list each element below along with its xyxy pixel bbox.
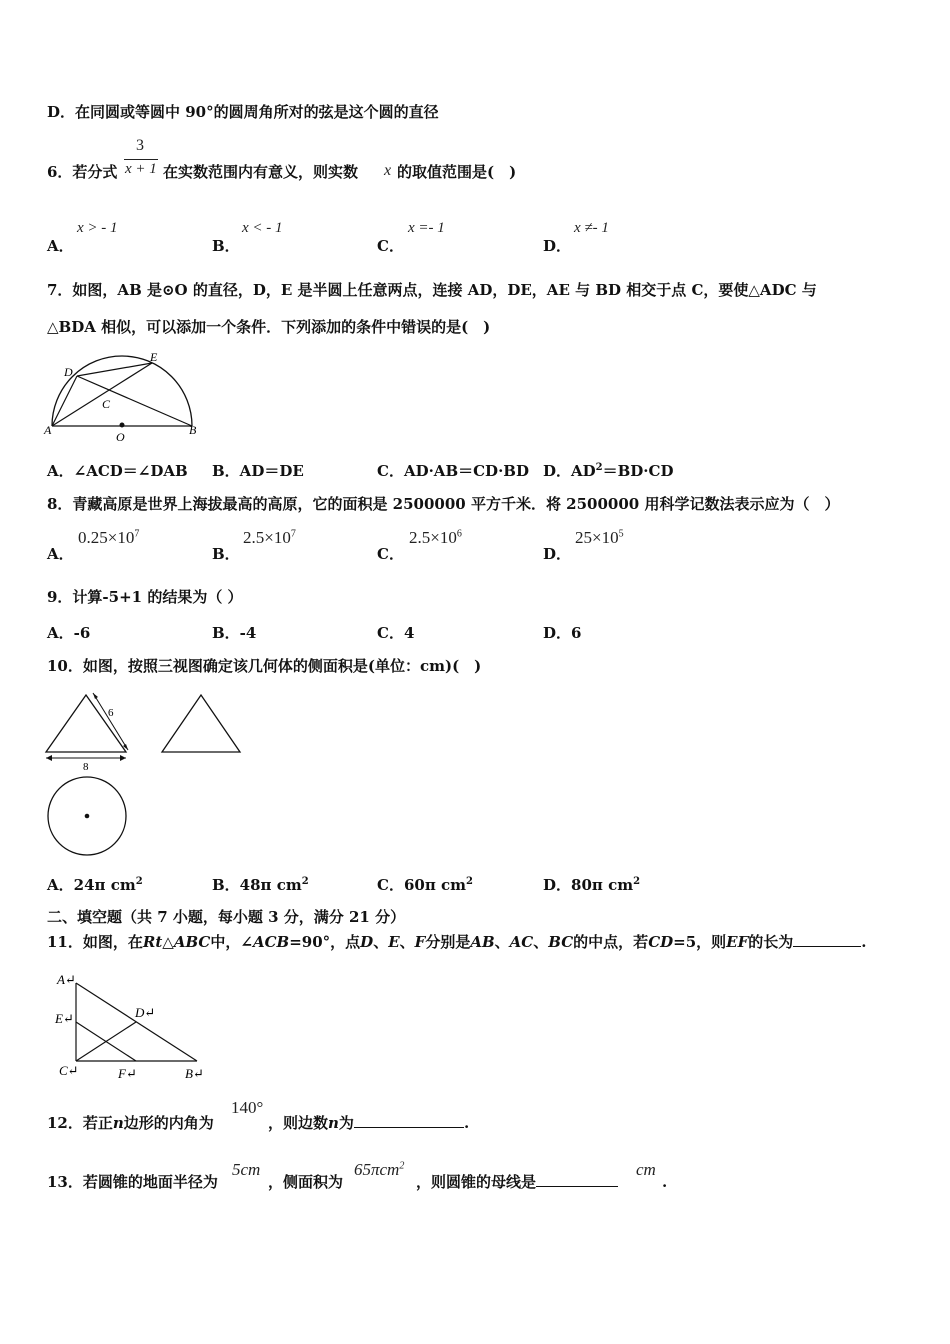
q9-text: 9．计算-5+1 的结果为（ ） xyxy=(47,588,243,606)
q12-answer-blank[interactable] xyxy=(354,1113,464,1128)
q12-prefix: 12．若正n边形的内角为 xyxy=(47,1114,214,1132)
label-o: O xyxy=(116,430,125,444)
semicircle-arc xyxy=(52,356,192,426)
q8-opt-d-math: $25\times 10^5$ xyxy=(575,528,624,547)
dim-base-label: 8 xyxy=(83,761,89,773)
q11-text: 11．如图，在Rt△ABC中，∠ACB=90°，点D、E、F分别是AB、AC、BC的中点，若CD=5，则EF的长为 . xyxy=(47,933,867,951)
q9-opt-d: D．6 xyxy=(543,624,582,642)
q6-opt-d-math: x ≠- 1 xyxy=(574,220,609,236)
label-e: E xyxy=(150,350,158,364)
q6-frac-bar xyxy=(124,159,158,160)
q13-suffix: ，则圆锥的母线是 xyxy=(416,1172,618,1192)
q8-opt-b-label: B． xyxy=(212,545,240,563)
q8-text: 8．青藏高原是世界上海拔最高的高原，它的面积是 2500000 平方千米．将 2500000 用科学记数法表示应为（ ） xyxy=(47,495,840,513)
q6-mid: 在实数范围内有意义，则实数 xyxy=(163,163,359,181)
q11-figure xyxy=(52,968,212,1083)
q6-tail: 的取值范围是( ) xyxy=(397,163,517,181)
q10-opt-b: B．48π $cm^2$ xyxy=(212,876,309,894)
q6-opt-a-math: x > - 1 xyxy=(77,220,118,236)
q13-unit: cm xyxy=(636,1160,656,1179)
q9-opt-c: C．4 xyxy=(377,624,415,642)
label-a: A↵ xyxy=(57,972,76,987)
label-f: F↵ xyxy=(118,1066,137,1081)
q6-frac-num: 3 xyxy=(136,137,144,154)
q13-answer-blank[interactable] xyxy=(536,1172,618,1187)
dim-base-arrow-left xyxy=(46,755,52,761)
q8-opt-c-math: $2.5\times 10^6$ xyxy=(409,528,462,547)
center-dot xyxy=(120,423,125,428)
q8-opt-c-label: C． xyxy=(377,545,404,563)
q5-option-d: D．在同圆或等圆中 90°的圆周角所对的弦是这个圆的直径 xyxy=(47,103,439,121)
q8-opt-a-math: $0.25\times 10^7$ xyxy=(78,528,140,547)
q13-mid: ，侧面积为 xyxy=(268,1173,344,1191)
label-a: A xyxy=(44,423,52,437)
label-b: B xyxy=(189,423,197,437)
q8-opt-a-label: A． xyxy=(47,545,74,563)
q7-opt-a: A．∠ACD＝∠DAB xyxy=(47,462,188,480)
q12-suffix: ，则边数n为 . xyxy=(268,1114,470,1132)
chord-bd xyxy=(77,376,192,426)
q6-opt-a-label: A． xyxy=(47,237,74,255)
q8-opt-b-math: $2.5\times 10^7$ xyxy=(243,528,296,547)
q7-opt-b: B．AD＝DE xyxy=(212,462,304,480)
dim-base-arrow-right xyxy=(120,755,126,761)
q11-answer-blank[interactable] xyxy=(793,932,861,947)
q13-area: 65πcm$^2$ xyxy=(354,1160,405,1179)
front-view-triangle xyxy=(46,695,126,752)
label-d: D↵ xyxy=(135,1005,156,1020)
q12-angle: 140° xyxy=(231,1098,264,1117)
q7-opt-c: C．AD·AB＝CD·BD xyxy=(377,462,529,480)
q8-opt-d-label: D． xyxy=(543,545,572,563)
q6-opt-c-label: C． xyxy=(377,237,404,255)
q6-opt-c-math: x =- 1 xyxy=(408,220,445,236)
q13-period: . xyxy=(662,1173,668,1191)
q6-frac-den: x + 1 xyxy=(125,161,157,177)
q10-opt-c: C．60π $cm^2$ xyxy=(377,876,473,894)
label-d: D xyxy=(64,365,73,379)
q7-figure xyxy=(40,348,210,448)
section-2-heading: 二、填空题（共 7 小题，每小题 3 分，满分 21 分） xyxy=(47,908,406,926)
q6-opt-d-label: D． xyxy=(543,237,572,255)
q7-opt-d: D．$AD^2=BD\cdot CD$ xyxy=(543,462,674,480)
q6-opt-b-label: B． xyxy=(212,237,240,255)
label-b: B↵ xyxy=(185,1066,204,1081)
q10-text: 10．如图，按照三视图确定该几何体的侧面积是(单位：cm)( ) xyxy=(47,657,482,675)
q10-three-views xyxy=(40,690,250,860)
q6-var: x xyxy=(384,162,392,179)
q10-opt-a: A．24π $cm^2$ xyxy=(47,876,143,894)
label-c: C xyxy=(102,397,111,411)
q6-opt-b-math: x < - 1 xyxy=(242,220,283,236)
q6-number: 6．若分式 xyxy=(47,163,118,181)
q7-line2: △BDA 相似，可以添加一个条件．下列添加的条件中错误的是( ) xyxy=(47,318,491,336)
dim-side-label: 6 xyxy=(108,707,114,719)
label-c: C↵ xyxy=(59,1063,79,1078)
side-view-triangle xyxy=(162,695,240,752)
dim-side-arrow-top xyxy=(93,693,98,699)
top-view-center xyxy=(85,814,90,819)
q10-opt-d: D．80π $cm^2$ xyxy=(543,876,641,894)
q9-opt-b: B．-4 xyxy=(212,624,257,642)
q13-prefix: 13．若圆锥的地面半径为 xyxy=(47,1173,218,1191)
q13-radius: 5cm xyxy=(232,1160,261,1179)
q9-opt-a: A．-6 xyxy=(47,624,91,642)
dim-side-line xyxy=(93,693,128,750)
q7-line1: 7．如图，AB 是⊙O 的直径，D，E 是半圆上任意两点，连接 AD，DE，AE 与 BD 相交于点 C，要使△ADC 与 xyxy=(47,281,817,299)
label-e: E↵ xyxy=(55,1011,74,1026)
